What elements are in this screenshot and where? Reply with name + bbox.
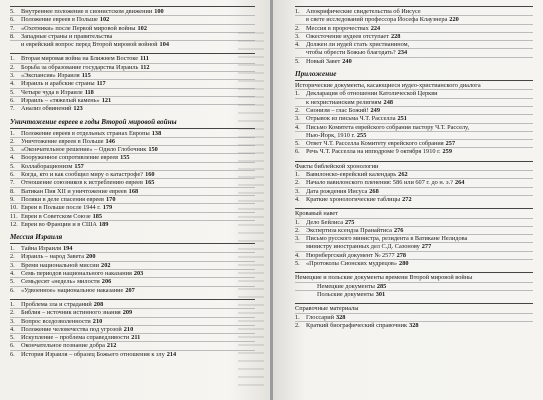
toc-entry[interactable] <box>295 107 533 115</box>
bleed-through-text <box>238 26 264 386</box>
entry-number: 6. <box>10 286 15 294</box>
entry-title: Израиль – народ Завета <box>21 253 85 261</box>
toc-entry[interactable] <box>295 16 533 24</box>
entry-page-number: 200 <box>86 253 96 261</box>
entry-title: Тайна Израиля <box>21 245 61 253</box>
entry-title: Окончательное познание добра <box>21 342 105 350</box>
entry-number: 1. <box>295 8 300 15</box>
entry-page-number: 285 <box>376 282 387 290</box>
toc-entry[interactable] <box>10 179 255 187</box>
toc-entry[interactable] <box>295 252 533 260</box>
entry-title: Ожесточение иудеев отступает <box>306 32 389 40</box>
entry-page-number: 234 <box>397 49 408 57</box>
entry-page-number: 268 <box>369 187 379 195</box>
toc-entry[interactable] <box>295 291 533 298</box>
toc-section <box>10 53 255 112</box>
entry-number: 5. <box>10 8 15 15</box>
toc-entry[interactable] <box>10 334 255 342</box>
entry-page-number: 275 <box>345 218 355 226</box>
entry-number: 11. <box>10 212 18 220</box>
toc-entry[interactable] <box>10 278 255 286</box>
toc-entry[interactable] <box>10 25 255 33</box>
entry-page-number: 102 <box>99 16 110 24</box>
toc-entry[interactable] <box>295 171 533 179</box>
entry-page-number: 102 <box>137 24 147 32</box>
toc-entry[interactable] <box>10 188 255 196</box>
entry-page-number: 264 <box>454 179 465 187</box>
entry-title: Когда, кто и как сообщил миру о катастрофе? <box>21 171 144 179</box>
entry-number: 2. <box>295 226 300 234</box>
entry-number: 5. <box>295 57 300 65</box>
entry-page-number: 118 <box>84 88 94 96</box>
entry-title: Сионизм – глас Божий! <box>306 106 369 114</box>
entry-title: Четыре чуда в Израиле <box>21 88 83 96</box>
entry-title: Вавилонско-еврейский календарь <box>306 171 397 179</box>
toc-entry[interactable] <box>10 89 255 97</box>
toc-section <box>10 299 255 358</box>
entry-page-number: 224 <box>370 24 381 32</box>
entry-page-number: 168 <box>128 187 139 195</box>
entry-title: Уничтожение евреев в Польше <box>21 137 104 145</box>
entry-number: 5. <box>10 162 15 170</box>
entry-number: 4. <box>10 154 15 162</box>
toc-entry[interactable] <box>10 154 255 162</box>
entry-number: 8. <box>10 32 15 40</box>
entry-number: 6. <box>10 171 15 179</box>
entry-page-number: 157 <box>74 162 84 170</box>
entry-page-number: 208 <box>93 300 104 308</box>
entry-title: Декларация об отношении Католической Церкви <box>306 90 438 98</box>
entry-page-number: 160 <box>145 171 155 179</box>
toc-entry[interactable] <box>295 41 533 49</box>
entry-title: Глоссарий <box>306 313 334 321</box>
toc-entry[interactable] <box>10 55 255 63</box>
entry-page-number: 138 <box>151 129 162 137</box>
entry-page-number: 278 <box>396 251 407 259</box>
entry-page-number: 214 <box>166 350 177 358</box>
entry-number: 10. <box>10 204 18 212</box>
entry-title: Должен ли иудей стать христианином, <box>306 41 410 49</box>
entry-page-number: 209 <box>122 309 133 317</box>
toc-section <box>295 303 533 329</box>
section-heading: Уничтожение евреев в годы Второй мировой войны <box>10 117 177 126</box>
entry-title: Искупление – проблема справедливости <box>21 334 130 342</box>
entry-page-number: 146 <box>105 137 115 145</box>
entry-title: «Удвоенное» национальное наказание <box>21 286 124 294</box>
right-toc <box>295 6 533 334</box>
entry-title: Положение евреев в Польше <box>21 16 98 24</box>
entry-title: к нехристианским религиям <box>306 98 382 106</box>
entry-page-number: 115 <box>81 72 91 80</box>
entry-title: Евреи в Польше после 1944 г. <box>21 204 101 212</box>
entry-page-number: 207 <box>125 286 135 294</box>
entry-number: 3. <box>10 261 15 269</box>
section-heading: Мессия Израиля <box>10 233 63 242</box>
toc-entry[interactable] <box>295 196 533 203</box>
entry-number: 2. <box>295 321 300 329</box>
entry-title: чтобы обрести Божью благодать? <box>306 49 396 57</box>
entry-page-number: 277 <box>421 243 432 251</box>
toc-entry[interactable] <box>10 72 255 80</box>
entry-title: Немецкие документы <box>317 282 375 290</box>
entry-page-number: 257 <box>445 140 456 148</box>
entry-number: 4. <box>10 80 15 88</box>
entry-number: 4. <box>10 270 15 278</box>
toc-entry[interactable] <box>10 171 255 179</box>
toc-section <box>10 6 255 48</box>
entry-page-number: 301 <box>375 290 386 298</box>
entry-number: 1. <box>295 313 300 321</box>
entry-number: 4. <box>10 325 15 333</box>
entry-title: Израиль – «тяжелый камень» <box>21 96 100 104</box>
toc-entry[interactable] <box>10 196 255 204</box>
entry-number: 4. <box>295 195 300 203</box>
entry-title: Израиль и арабские страны <box>21 80 95 88</box>
entry-number: 2. <box>295 179 300 187</box>
entry-number: 1. <box>10 245 15 253</box>
toc-entry[interactable] <box>10 270 255 278</box>
entry-number: 1. <box>295 171 300 179</box>
toc-entry[interactable] <box>295 115 533 123</box>
entry-title: Проблема зла и страданий <box>21 300 92 308</box>
entry-page-number: 210 <box>123 325 134 333</box>
entry-number: 1. <box>295 218 300 226</box>
entry-page-number: 228 <box>390 32 401 40</box>
entry-number: 6. <box>10 16 15 24</box>
section-heading: Приложение <box>295 70 337 79</box>
entry-page-number: 211 <box>131 334 141 342</box>
entry-title: Время национальной миссии <box>21 261 100 269</box>
entry-page-number: 112 <box>140 63 150 71</box>
entry-page-number: 249 <box>370 106 380 114</box>
entry-number: 7. <box>10 179 15 187</box>
entry-title: Ответ Ч.Т. Расселла Комитету еврейского собрания <box>306 140 444 148</box>
entry-number: 4. <box>295 251 300 259</box>
entry-title: Мессия в пророчествах <box>306 24 369 32</box>
toc-section <box>295 272 533 298</box>
toc-section <box>10 243 255 294</box>
toc-section <box>295 6 533 65</box>
entry-title: Борьба за образование государства Израиль <box>21 63 139 71</box>
entry-page-number: 259 <box>442 148 452 156</box>
entry-title: Вооруженное сопротивление евреев <box>21 154 119 162</box>
toc-entry[interactable] <box>295 243 533 251</box>
entry-title: История Израиля – образец Божьего отношения к злу <box>21 350 165 358</box>
entry-title: Анализ обвинений <box>21 105 72 113</box>
toc-entry[interactable] <box>295 25 533 33</box>
entry-page-number: 179 <box>102 204 113 212</box>
toc-subheading: Кровавый навет <box>295 210 533 218</box>
toc-entry[interactable] <box>295 124 533 132</box>
entry-title: Евреи во Франции и в США <box>21 220 97 228</box>
toc-entry[interactable] <box>10 253 255 261</box>
entry-page-number: 104 <box>159 41 169 49</box>
toc-section <box>295 208 533 267</box>
entry-page-number: 117 <box>96 80 106 88</box>
entry-number: 2. <box>10 137 15 145</box>
entry-page-number: 150 <box>148 146 158 154</box>
entry-page-number: 251 <box>397 115 407 123</box>
entry-title: Краткие хронологические таблицы <box>306 195 401 203</box>
entry-page-number: 170 <box>106 195 116 203</box>
entry-page-number: 123 <box>73 105 83 113</box>
entry-number: 9. <box>10 195 15 203</box>
toc-section <box>295 161 533 203</box>
toc-entry[interactable] <box>295 140 533 148</box>
entry-number: 5. <box>295 140 300 148</box>
entry-title: Дата рождения Иисуса <box>306 187 368 195</box>
entry-title: министру иностранных дел С.Д. Сазонову <box>306 243 420 251</box>
entry-title: Краткий биографический справочник <box>306 321 408 329</box>
toc-entry[interactable] <box>295 235 533 243</box>
entry-title: Внутреннее положение в сионистском движении <box>21 8 153 15</box>
toc-entry[interactable] <box>295 90 533 98</box>
left-toc <box>10 6 255 363</box>
entry-page-number: 255 <box>356 131 367 139</box>
entry-number: 12. <box>10 220 18 228</box>
entry-number: 2. <box>10 309 15 317</box>
toc-entry[interactable] <box>10 245 255 253</box>
entry-title: «Протоколы Сионских мудрецов» <box>306 260 398 268</box>
entry-number: 5. <box>10 278 15 286</box>
entry-title: Новый Завет <box>306 57 341 65</box>
entry-page-number: 262 <box>398 171 408 179</box>
entry-page-number: 328 <box>335 313 346 321</box>
entry-number: 3. <box>295 115 300 123</box>
toc-entry[interactable] <box>10 97 255 105</box>
entry-number: 3. <box>10 146 15 154</box>
entry-number: 1. <box>295 90 300 98</box>
entry-title: «Экспансия» Израиля <box>21 72 80 80</box>
toc-entry[interactable] <box>10 301 255 309</box>
toc-entry[interactable] <box>10 213 255 221</box>
entry-number: 3. <box>10 317 15 325</box>
entry-number: 2. <box>10 253 15 261</box>
entry-page-number: 155 <box>120 154 130 162</box>
toc-entry[interactable] <box>10 138 255 146</box>
entry-title: Библия – источник истинного знания <box>21 309 121 317</box>
toc-entry[interactable] <box>10 33 255 41</box>
entry-number: 6. <box>10 342 15 350</box>
entry-number: 3. <box>295 235 300 243</box>
toc-entry[interactable] <box>10 351 255 358</box>
entry-title: Положение человечества под угрозой <box>21 325 122 333</box>
entry-number: 8. <box>10 187 15 195</box>
toc-entry[interactable] <box>10 163 255 171</box>
entry-title: Апокрифические свидетельства об Иисусе <box>306 8 421 15</box>
entry-title: и еврейский вопрос перед Второй мировой войной <box>21 41 158 49</box>
entry-title: Начало вавилонского пленения: 586 или 607 г. до н. э.? <box>306 179 453 187</box>
entry-title: Письмо Комитета еврейского собрания пастору Ч.Т. Расселу, <box>306 123 470 131</box>
entry-title: Положение евреев в отдельных странах Европы <box>21 129 150 137</box>
toc-entry[interactable] <box>295 227 533 235</box>
toc-entry[interactable] <box>295 283 533 291</box>
entry-page-number: 100 <box>154 8 164 15</box>
entry-page-number: 185 <box>92 212 103 220</box>
toc-entry[interactable] <box>10 204 255 212</box>
toc-entry[interactable] <box>10 130 255 138</box>
entry-number: 5. <box>295 260 300 268</box>
toc-subheading: Исторические документы, касающиеся иудео-христианского диалога <box>295 82 533 90</box>
toc-entry[interactable] <box>10 64 255 72</box>
entry-number: 7. <box>10 105 15 113</box>
toc-entry[interactable] <box>10 146 255 154</box>
toc-entry[interactable] <box>10 262 255 270</box>
entry-title: «Охотники» после Первой мировой войны <box>21 24 136 32</box>
entry-title: Отношение союзников к истреблению евреев <box>21 179 143 187</box>
toc-entry[interactable] <box>295 322 533 329</box>
toc-entry[interactable] <box>295 260 533 267</box>
entry-page-number: 202 <box>101 261 111 269</box>
entry-number: 5. <box>10 88 15 96</box>
entry-page-number: 328 <box>409 321 419 329</box>
entry-number: 3. <box>295 187 300 195</box>
entry-title: Коллаборационизм <box>21 162 73 170</box>
toc-entry[interactable] <box>10 80 255 88</box>
toc-entry[interactable] <box>10 16 255 24</box>
entry-title: в свете исследований профессора Йосефа Клаузнера <box>306 16 448 24</box>
entry-title: Западные страны и правительства <box>21 32 113 40</box>
entry-page-number: 280 <box>399 260 409 268</box>
entry-title: Дело Бейлиса <box>306 218 343 226</box>
toc-entry[interactable] <box>295 49 533 57</box>
toc-entry[interactable] <box>295 314 533 322</box>
entry-number: 2. <box>10 63 15 71</box>
entry-title: Речь Ч.Т. Расселла на ипподроме 9 октября 1910 г. <box>306 148 441 156</box>
toc-entry[interactable] <box>10 8 255 16</box>
toc-section <box>295 80 533 156</box>
right-page <box>273 0 543 400</box>
entry-page-number: 210 <box>92 317 103 325</box>
toc-entry[interactable] <box>295 179 533 187</box>
toc-entry[interactable] <box>10 41 255 48</box>
entry-title: Вторая мировая война на Ближнем Востоке <box>21 55 139 63</box>
toc-entry[interactable] <box>10 221 255 228</box>
toc-entry[interactable] <box>10 105 255 112</box>
entry-page-number: 240 <box>342 57 352 65</box>
entry-page-number: 272 <box>402 195 412 203</box>
entry-number: 2. <box>295 106 300 114</box>
toc-entry[interactable] <box>10 287 255 294</box>
toc-subheading: Факты библейской хронологии <box>295 163 533 171</box>
toc-entry[interactable] <box>295 58 533 65</box>
entry-number: 3. <box>295 32 300 40</box>
entry-number: 5. <box>10 334 15 342</box>
entry-number: 7. <box>10 24 15 32</box>
entry-title: Письмо русского министра, резидента в Ватикане Нелидова <box>306 235 468 243</box>
entry-title: Семьдесят «недель» милости <box>21 278 100 286</box>
entry-title: Вопрос вседозволенности <box>21 317 91 325</box>
entry-page-number: 194 <box>62 245 73 253</box>
toc-entry[interactable] <box>10 309 255 317</box>
entry-title: Евреи в Советском Союзе <box>21 212 91 220</box>
toc-subheading: Немецкие и польские документы времени Второй мировой войны <box>295 274 533 282</box>
entry-title: Отрывок из письма Ч.Т. Расселла <box>306 115 396 123</box>
entry-page-number: 206 <box>101 278 112 286</box>
entry-page-number: 111 <box>140 55 149 63</box>
entry-title: Семь периодов национального наказания <box>21 270 132 278</box>
entry-title: Нью-Йорк, 1910 г. <box>306 131 355 139</box>
entry-number: 4. <box>295 123 300 131</box>
entry-number: 1. <box>10 55 15 63</box>
entry-number: 1. <box>10 129 15 137</box>
toc-entry[interactable] <box>295 148 533 155</box>
entry-title: «Окончательное решение» – Одило Глобочник <box>21 146 147 154</box>
entry-title: Ватикан Пия XII и уничтожение евреев <box>21 187 127 195</box>
entry-page-number: 189 <box>98 220 109 228</box>
toc-entry[interactable] <box>295 99 533 107</box>
toc-entry[interactable] <box>10 326 255 334</box>
entry-page-number: 248 <box>383 98 393 106</box>
toc-subheading: Справочные материалы <box>295 305 533 313</box>
toc-entry[interactable] <box>295 132 533 140</box>
toc-entry[interactable] <box>295 219 533 227</box>
entry-title: Нюрнбергский документ № 2577 <box>306 251 395 259</box>
toc-section <box>10 128 255 229</box>
entry-title: Польские документы <box>317 290 374 298</box>
entry-page-number: 121 <box>101 96 112 104</box>
entry-number: 4. <box>295 41 300 49</box>
entry-number: 1. <box>10 300 15 308</box>
entry-number: 6. <box>10 350 15 358</box>
entry-page-number: 203 <box>133 270 144 278</box>
toc-entry[interactable] <box>295 33 533 41</box>
left-page <box>0 0 270 400</box>
entry-number: 2. <box>295 24 300 32</box>
entry-title: Поляки в деле спасения евреев <box>21 195 105 203</box>
entry-number: 3. <box>10 72 15 80</box>
toc-entry[interactable] <box>295 188 533 196</box>
entry-number: 6. <box>295 148 300 156</box>
entry-page-number: 276 <box>393 226 404 234</box>
entry-number: 6. <box>10 96 15 104</box>
entry-page-number: 212 <box>106 342 117 350</box>
entry-title: Экспертиза ксендза Пранайтиса <box>306 226 392 234</box>
toc-entry[interactable] <box>10 342 255 350</box>
toc-entry[interactable] <box>10 318 255 326</box>
entry-page-number: 165 <box>144 179 155 187</box>
entry-page-number: 220 <box>449 16 459 24</box>
